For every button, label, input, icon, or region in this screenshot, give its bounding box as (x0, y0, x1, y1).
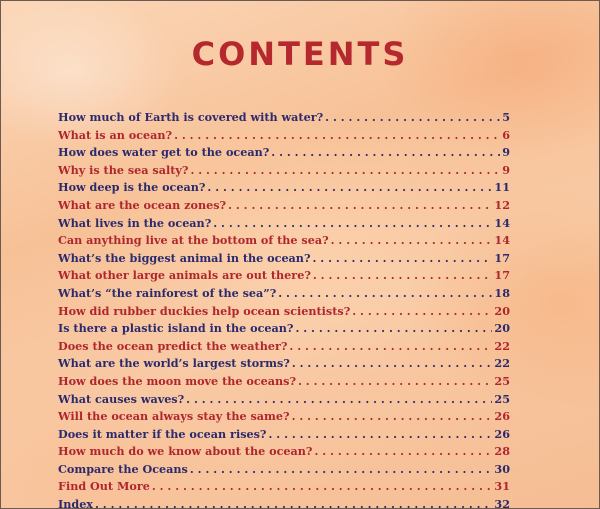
toc-page-number: 22 (494, 338, 510, 353)
toc-entry[interactable] (58, 144, 510, 162)
toc-entry-label: What lives in the ocean? (58, 215, 212, 230)
toc-page-number: 12 (494, 197, 510, 212)
toc-entry[interactable] (58, 109, 510, 127)
toc-entry-label: Does the ocean predict the weather? (58, 338, 288, 353)
toc-entry[interactable] (58, 373, 510, 391)
toc-entry[interactable] (58, 197, 510, 215)
toc-dot-leader (331, 232, 493, 250)
toc-dot-leader (314, 443, 492, 461)
toc-entry[interactable] (58, 250, 510, 268)
toc-page-number: 18 (494, 285, 510, 300)
toc-entry-label: What are the ocean zones? (58, 197, 227, 212)
toc-entry-label: Will the ocean always stay the same? (58, 409, 290, 424)
toc-page-number: 26 (494, 426, 510, 441)
toc-entry-label: What’s “the rainforest of the sea”? (58, 285, 277, 300)
toc-entry[interactable] (58, 338, 510, 356)
toc-entry[interactable] (58, 303, 510, 321)
toc-entry-label: What are the world’s largest storms? (58, 356, 290, 371)
toc-entry-label: How did rubber duckies help ocean scientists? (58, 303, 351, 318)
toc-entry[interactable] (58, 285, 510, 303)
toc-entry-label: How deep is the ocean? (58, 180, 206, 195)
toc-page-number: 17 (494, 250, 510, 265)
toc-dot-leader (295, 320, 492, 338)
toc-entry-label: How much do we know about the ocean? (58, 444, 313, 459)
toc-entry-label: Find Out More (58, 479, 150, 494)
toc-page-number: 32 (494, 497, 510, 509)
toc-page-number: 26 (494, 409, 510, 424)
table-of-contents (58, 109, 510, 509)
toc-entry-label: How does the moon move the oceans? (58, 373, 297, 388)
toc-entry[interactable] (58, 496, 510, 509)
toc-dot-leader (207, 179, 492, 197)
toc-dot-leader (313, 250, 493, 268)
toc-entry[interactable] (58, 443, 510, 461)
toc-entry[interactable] (58, 215, 510, 233)
toc-entry[interactable] (58, 179, 510, 197)
toc-dot-leader (174, 127, 500, 145)
toc-entry[interactable] (58, 355, 510, 373)
toc-entry[interactable] (58, 478, 510, 496)
page-title: CONTENTS (191, 35, 409, 73)
toc-page-number: 14 (494, 215, 510, 230)
toc-dot-leader (352, 303, 492, 321)
toc-entry[interactable] (58, 391, 510, 409)
toc-entry[interactable] (58, 461, 510, 479)
toc-entry-label: What is an ocean? (58, 127, 173, 142)
toc-entry[interactable] (58, 426, 510, 444)
toc-page-number: 9 (502, 162, 510, 177)
toc-dot-leader (190, 461, 493, 479)
toc-entry-label: Is there a plastic island in the ocean? (58, 321, 294, 336)
toc-page-number: 25 (494, 373, 510, 388)
toc-dot-leader (268, 426, 492, 444)
toc-page-number: 6 (502, 127, 510, 142)
toc-entry[interactable] (58, 408, 510, 426)
toc-page-number: 28 (494, 444, 510, 459)
toc-dot-leader (95, 496, 492, 509)
toc-entry-label: What’s the biggest animal in the ocean? (58, 250, 311, 265)
toc-dot-leader (190, 162, 500, 180)
toc-entry[interactable] (58, 267, 510, 285)
toc-entry[interactable] (58, 320, 510, 338)
toc-page-number: 31 (494, 479, 510, 494)
toc-dot-leader (228, 197, 492, 215)
toc-dot-leader (271, 144, 500, 162)
toc-page-number: 9 (502, 145, 510, 160)
toc-dot-leader (152, 478, 493, 496)
toc-entry-label: Index (58, 497, 93, 509)
toc-entry-label: What other large animals are out there? (58, 268, 311, 283)
toc-page-number: 11 (494, 180, 510, 195)
toc-entry[interactable] (58, 162, 510, 180)
toc-entry-label: Compare the Oceans (58, 461, 188, 476)
toc-page-number: 5 (502, 110, 510, 124)
toc-page-number: 30 (494, 461, 510, 476)
toc-dot-leader (292, 355, 493, 373)
toc-entry[interactable] (58, 232, 510, 250)
toc-dot-leader (292, 408, 493, 426)
toc-page-number: 25 (494, 391, 510, 406)
toc-dot-leader (313, 267, 493, 285)
toc-page-number: 14 (494, 233, 510, 248)
toc-dot-leader (325, 109, 500, 127)
toc-page-number: 17 (494, 268, 510, 283)
toc-page-number: 20 (494, 321, 510, 336)
toc-dot-leader (213, 215, 492, 233)
toc-entry-label: How much of Earth is covered with water? (58, 110, 324, 124)
toc-entry-label: Why is the sea salty? (58, 162, 189, 177)
toc-page-number: 22 (494, 356, 510, 371)
toc-entry-label: Can anything live at the bottom of the sea? (58, 233, 329, 248)
toc-dot-leader (186, 391, 492, 409)
toc-page-number: 20 (494, 303, 510, 318)
toc-entry-label: How does water get to the ocean? (58, 145, 270, 160)
toc-entry-label: Does it matter if the ocean rises? (58, 426, 267, 441)
toc-dot-leader (278, 285, 492, 303)
toc-dot-leader (289, 338, 492, 356)
toc-dot-leader (298, 373, 492, 391)
toc-entry-label: What causes waves? (58, 391, 185, 406)
toc-entry[interactable] (58, 127, 510, 145)
